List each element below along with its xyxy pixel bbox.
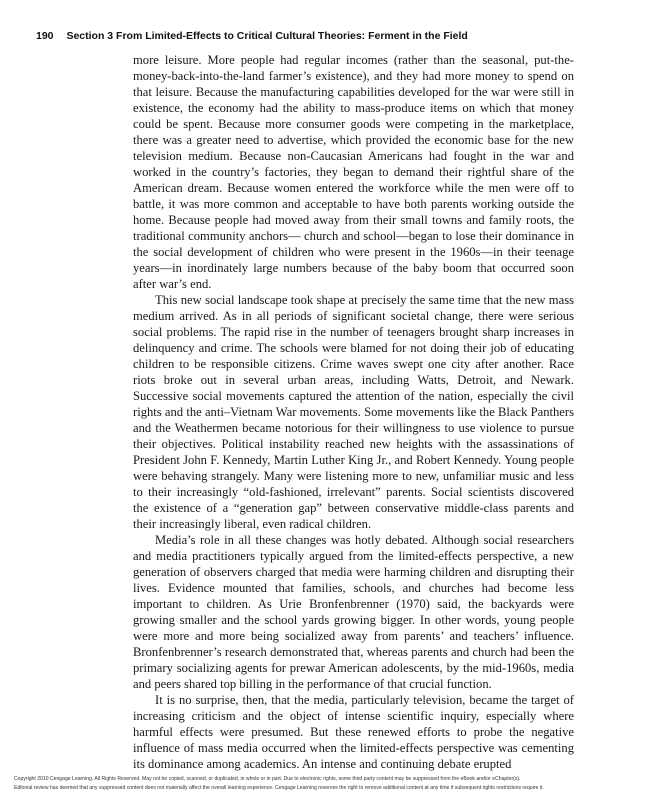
paragraph-continued: more leisure. More people had regular incomes (rather than the seasonal, put-the-money-back-into-the-land farmer’s existence), and they had more money to spend on that leisure. Because the manufacturing capabilities developed for the war were still in existence, the economy had the ability to mass-produce items on which that money could be spent. Because more consumer goods were competing in the marketplace, there was a greater need to advertise, which provided the economic base for the new television medium. Because non-Caucasian Americans had fought in the war and worked in the country’s factories, they began to demand their rightful share of the American dream. Because women entered the workforce while the men were off to battle, it was more common and acceptable to have both parents working outside the home. Because people had moved away from their small towns and family roots, the traditional community anchors— church and school—began to lose their dominance in the social development of children who were present in the 1960s—in their teenage years—in inordinately large numbers because of the baby boom that occurred soon after war’s end. <box>133 53 574 291</box>
body-text <box>133 52 574 772</box>
copyright-footer <box>14 775 634 793</box>
copyright-line-1: Copyright 2010 Cengage Learning. All Rights Reserved. May not be copied, scanned, or duplicated, in whole or in part. Due to electronic rights, some third party content may be suppressed from the eBook and/or eChapter(s). <box>14 776 521 782</box>
section-title: Section 3 From Limited-Effects to Critical Cultural Theories: Ferment in the Field <box>66 30 468 42</box>
paragraph-media-role: Media’s role in all these changes was hotly debated. Although social researchers and media practitioners typically argued from the limited-effects perspective, a new generation of observers charged that media were harming children and disrupting their lives. Evidence mounted that families, schools, and churches had become less important to children. As Urie Bronfenbrenner (1970) said, the backyards were growing smaller and the school yards growing bigger. In other words, young people were more and more being socialized away from parents’ and teachers’ influence. Bronfenbrenner’s research demonstrated that, whereas parents and church had been the primary socializing agents for prewar American adolescents, by the mid-1960s, media and peers shared top billing in the performance of that crucial function. <box>133 533 574 691</box>
copyright-line-2: Editorial review has deemed that any suppressed content does not materially affect the overall learning experience. Cengage Learning reserves the right to remove additional content at any time if subsequent rights restrictions require it. <box>14 785 544 791</box>
page-number: 190 <box>36 30 54 42</box>
running-head <box>36 30 468 42</box>
paragraph-no-surprise: It is no surprise, then, that the media, particularly television, became the target of increasing criticism and the object of intense scientific inquiry, especially where harmful effects were presumed. But these renewed efforts to probe the negative influence of mass media occurred when the limited-effects perspective was cementing its dominance among academics. An intense and continuing debate erupted <box>133 693 574 771</box>
paragraph-social-landscape: This new social landscape took shape at precisely the same time that the new mass medium arrived. As in all periods of significant societal change, there were serious social problems. The rapid rise in the number of teenagers brought sharp increases in delinquency and crime. The schools were blamed for not doing their job of educating children to be responsible citizens. Crime waves swept one city after another. Race riots broke out in several urban areas, including Watts, Detroit, and Newark. Successive social movements captured the attention of the nation, especially the civil rights and the anti–Vietnam War movements. Some movements like the Black Panthers and the Weathermen became notorious for their willingness to use violence to pursue their objectives. Political instability reached new heights with the assassinations of President John F. Kennedy, Martin Luther King Jr., and Robert Kennedy. Young people were behaving strangely. Many were listening more to new, unfamiliar music and less to their increasingly “old-fashioned, irrelevant” parents. Social scientists discovered the existence of a “generation gap” between conservative middle-class parents and their increasingly liberal, even radical children. <box>133 293 574 531</box>
